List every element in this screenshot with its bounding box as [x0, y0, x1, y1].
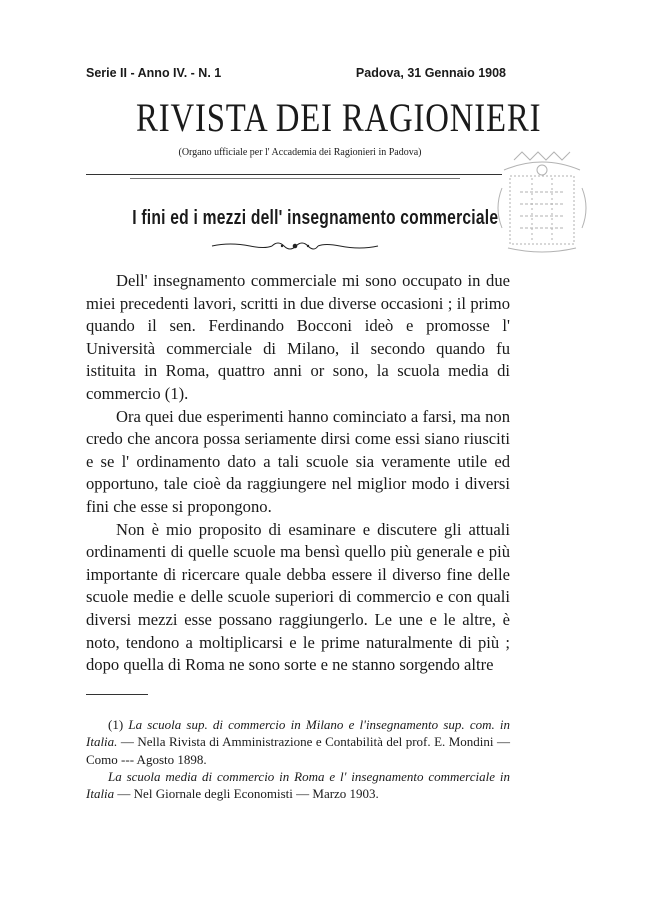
series-issue: Serie II - Anno IV. - N. 1: [86, 66, 222, 80]
footnote-citation: — Nel Giornale degli Economisti — Marzo 1903.: [114, 786, 379, 802]
paragraph: Non è mio proposito di esaminare e discutere gli attuali ordinamenti di quelle scuole ma bensì quello più generale e più importante di ricercare quale debba essere il diverso fine delle scuole medie e delle scuole superiori di commercio e con quali diversi mezzi esse possano raggiungerlo. Le une e le altre, è noto, tendono a moltiplicarsi e le prime naturalmente di più ; dopo quella di Roma ne sono sorte e ne stanno sorgendo altre: [86, 519, 510, 675]
place-date: Padova, 31 Gennaio 1908: [355, 66, 506, 80]
footnote-rule: [86, 694, 148, 695]
article-body: [86, 270, 510, 677]
article-title: I fini ed i mezzi dell' insegnamento commerciale: [132, 207, 499, 229]
paragraph: Ora quei due esperimenti hanno cominciato a farsi, ma non credo che ancora possa seriamente dirsi come essi siano riusciti e se l' ordinamento dato a tali scuole sia veramente utile ed opportuno, tale cioè da raggiungere nel miglior modo i diversi fini che esse si propongono.: [86, 406, 510, 516]
journal-subtitle: (Organo ufficiale per l' Accademia dei Ragionieri in Padova): [178, 147, 422, 158]
issue-header: [86, 66, 506, 84]
masthead-rule: [86, 174, 502, 175]
library-stamp-icon: [492, 148, 592, 258]
footnote-citation: — Nella Rivista di Amministrazione e Contabilità del prof. E. Mondini — Como --- Agosto 1898.: [86, 734, 510, 767]
paragraph: Dell' insegnamento commerciale mi sono occupato in due miei precedenti lavori, scritti in due diverse occasioni ; il primo quando il sen. Ferdinando Bocconi ideò e promosse l' Università commerciale di Milano, il secondo quando fu istituita in Roma, quattro anni or sono, la scuola media di commercio (1).: [86, 271, 510, 403]
footnote: [86, 768, 510, 803]
footnote-cited-title: La scuola sup. di commercio in Milano e l'insegnamento sup. com. in Italia.: [86, 717, 511, 750]
ornament-divider-icon: [210, 238, 380, 254]
masthead-rule-thin: [130, 178, 460, 179]
footnote-cited-title: La scuola media di commercio in Roma e l' insegnamento commerciale in Italia: [86, 768, 510, 802]
footnote-marker: (1): [108, 717, 124, 732]
journal-title: RIVISTA DEI RAGIONIERI: [136, 95, 542, 140]
footnotes: [86, 716, 510, 802]
footnote: [86, 716, 510, 768]
